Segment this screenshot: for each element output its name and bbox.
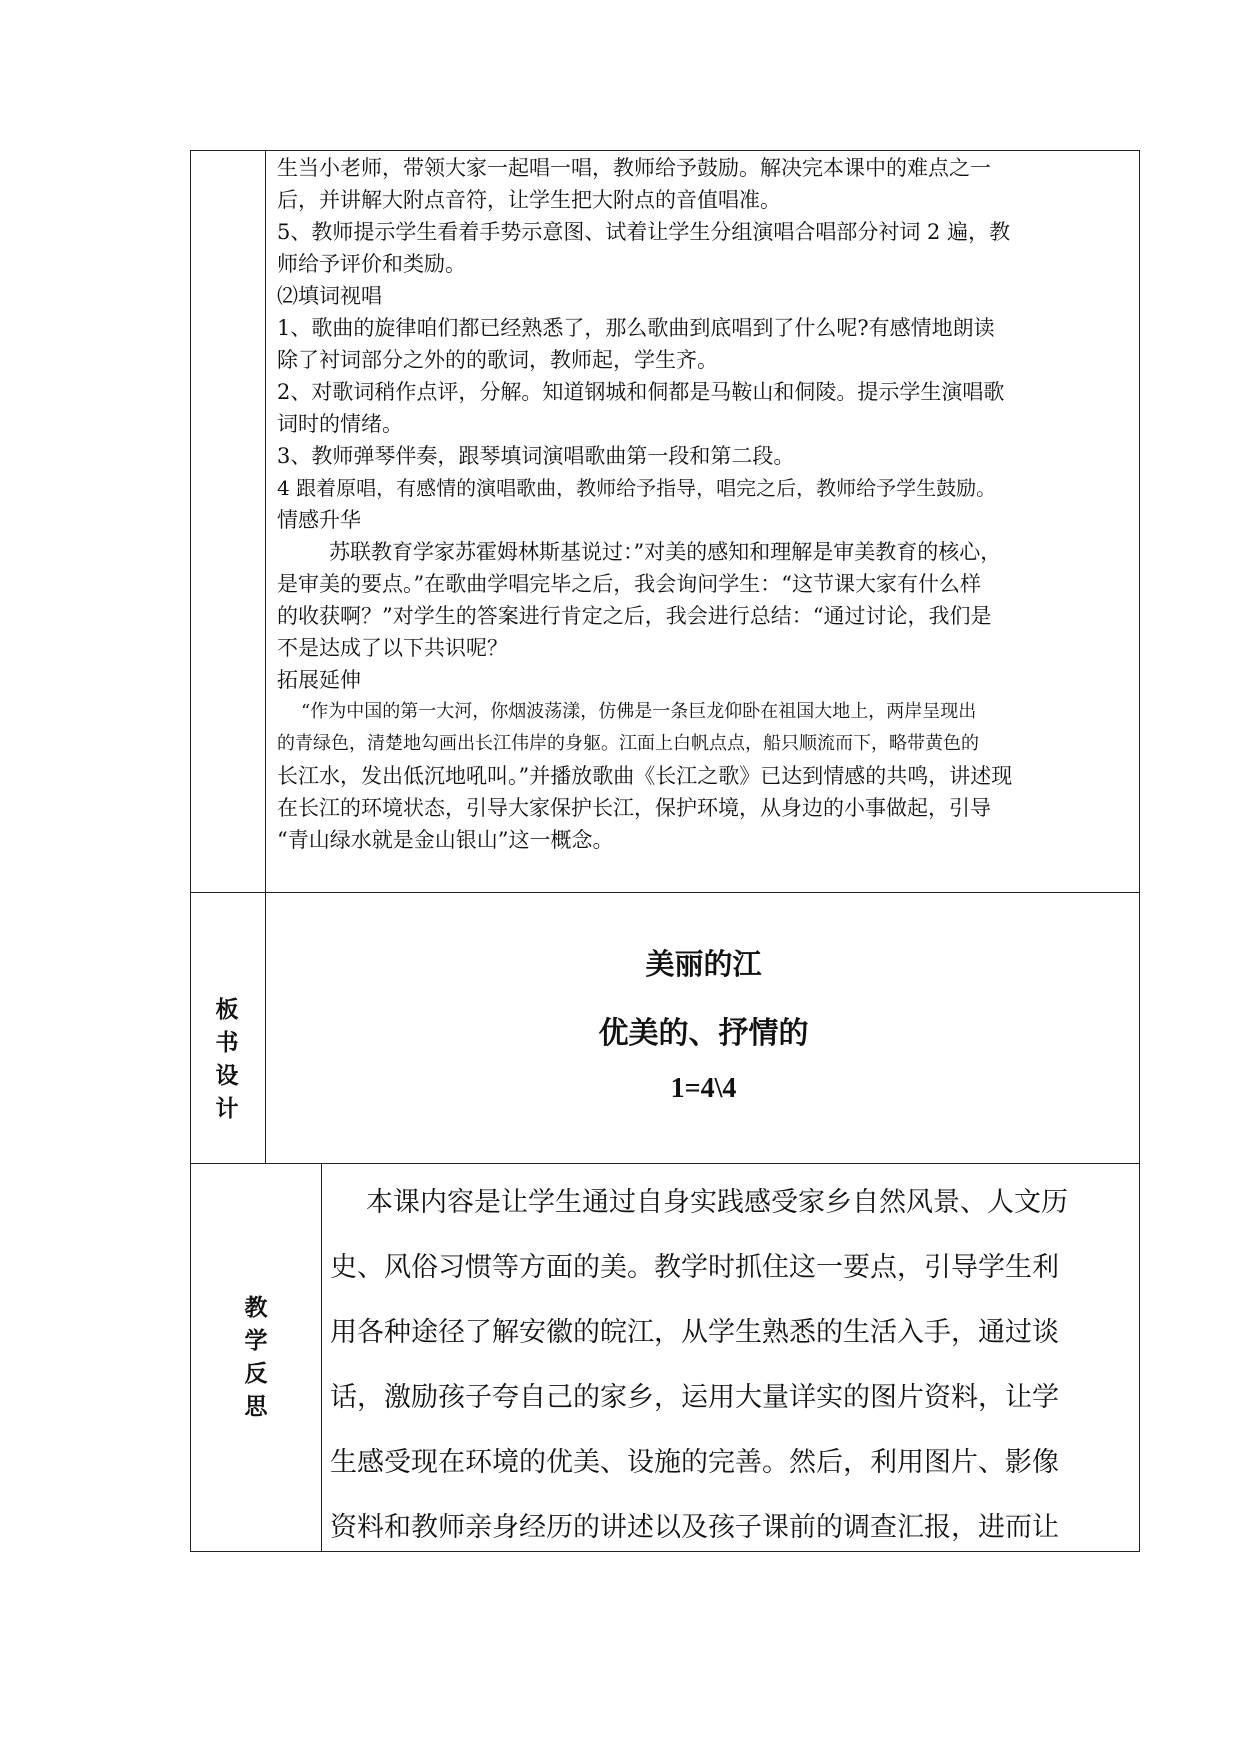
process-line: “青山绿水就是金山银山”这一概念。 (277, 828, 614, 852)
process-heading: 拓展延伸 (277, 668, 361, 692)
board-mood: 优美的、抒情的 (598, 1016, 809, 1051)
row-divider-2 (190, 1163, 1140, 1164)
process-line: 除了衬词部分之外的的歌词，教师起，学生齐。 (277, 348, 718, 372)
process-line: 1、歌曲的旋律咱们都已经熟悉了，那么歌曲到底唱到了什么呢?有感情地朗读 (277, 316, 995, 340)
board-design-label (207, 994, 247, 1126)
process-line: “作为中国的第一大河，你烟波荡漾，仿佛是一条巨龙仰卧在祖国大地上，两岸呈现出 (301, 701, 977, 722)
reflection-line: 资料和教师亲身经历的讲述以及孩子课前的调查汇报，进而让 (330, 1512, 1059, 1543)
label-char: 教 (244, 1295, 268, 1321)
reflection-line: 话，激励孩子夸自己的家乡，运用大量详实的图片资料，让学 (330, 1382, 1059, 1413)
col-divider-upper (265, 150, 266, 1163)
process-line: 长江水，发出低沉地吼叫。”并播放歌曲《长江之歌》已达到情感的共鸣，讲述现 (277, 764, 1013, 788)
reflection-text (330, 1170, 1130, 1560)
process-line: 4 跟着原唱，有感情的演唱歌曲，教师给予指导，唱完之后，教师给予学生鼓励。 (277, 476, 997, 500)
board-title: 美丽的江 (645, 947, 762, 981)
reflection-line: 生感受现在环境的优美、设施的完善。然后，利用图片、影像 (330, 1447, 1059, 1478)
label-char: 设 (215, 1063, 239, 1089)
label-char: 思 (244, 1394, 268, 1420)
label-char: 反 (244, 1361, 268, 1387)
process-line: 2、对歌词稍作点评，分解。知道钢城和侗都是马鞍山和侗陵。提示学生演唱歌 (277, 380, 1005, 404)
process-line: 苏联教育学家苏霍姆林斯基说过：”对美的感知和理解是审美教育的核心， (329, 540, 1002, 564)
process-line: 不是达成了以下共识呢？ (277, 636, 508, 660)
row-divider-1 (190, 892, 1140, 893)
process-line: 后，并讲解大附点音符，让学生把大附点的音值唱准。 (277, 188, 781, 212)
label-char: 计 (215, 1096, 239, 1122)
process-line: 3、教师弹琴伴奏，跟琴填词演唱歌曲第一段和第二段。 (277, 444, 795, 468)
reflection-line: 史、风俗习惯等方面的美。教学时抓住这一要点，引导学生利 (330, 1252, 1059, 1283)
process-line: 词时的情绪。 (277, 412, 403, 436)
process-line: 的青绿色，清楚地勾画出长江伟岸的身躯。江面上白帆点点，船只顺流而下，略带黄色的 (277, 733, 979, 754)
process-line: 在长江的环境状态，引导大家保护长江，保护环境，从身边的小事做起，引导 (277, 796, 991, 820)
process-heading: 情感升华 (277, 508, 361, 532)
process-line: 师给予评价和类励。 (277, 252, 466, 276)
col-divider-lower (321, 1163, 322, 1552)
reflection-line: 本课内容是让学生通过自身实践感受家乡自然风景、人文历 (366, 1187, 1068, 1218)
label-char: 板 (215, 997, 239, 1023)
process-line: 5、教师提示学生看着手势示意图、试着让学生分组演唱合唱部分衬词 2 遍，教 (277, 220, 1011, 244)
reflection-line: 用各种途径了解安徽的皖江，从学生熟悉的生活入手，通过谈 (330, 1317, 1059, 1348)
reflection-label (236, 1292, 276, 1424)
process-heading: ⑵填词视唱 (277, 284, 382, 308)
board-key-signature: 1=4\4 (670, 1073, 737, 1104)
process-line: 生当小老师，带领大家一起唱一唱，教师给予鼓励。解决完本课中的难点之一 (277, 156, 991, 180)
label-char: 学 (244, 1328, 268, 1354)
teaching-process-text (277, 152, 1132, 856)
label-char: 书 (215, 1030, 239, 1056)
process-line: 是审美的要点。”在歌曲学唱完毕之后，我会询问学生：“这节课大家有什么样 (277, 572, 981, 596)
process-line: 的收获啊？”对学生的答案进行肯定之后，我会进行总结：“通过讨论，我们是 (277, 604, 992, 628)
